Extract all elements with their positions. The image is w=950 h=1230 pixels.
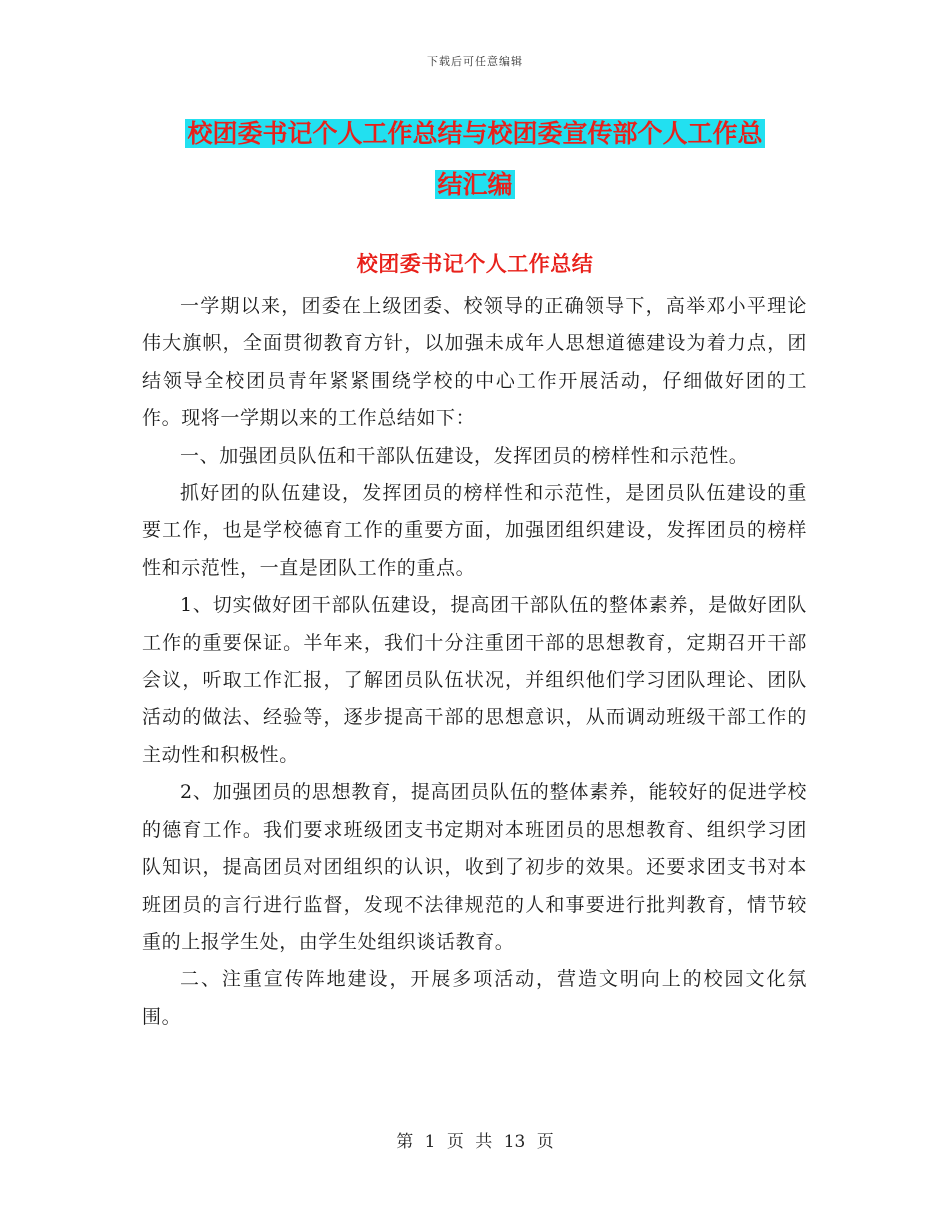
paragraph-cadre-building: 1、切实做好团干部队伍建设，提高团干部队伍的整体素养，是做好团队工作的重要保证。半年来，我们十分注重团干部的思想教育，定期召开干部会议，听取工作汇报，了解团员队伍状况，并组织他们学习团队理论、团队活动的做法、经验等，逐步提高干部的思想意识，从而调动班级干部工作的主动性和积极性。 bbox=[142, 594, 807, 766]
document-title-line-1: 校团委书记个人工作总结与校团委宣传部个人工作总 bbox=[187, 119, 763, 148]
header-note: 下载后可任意编辑 bbox=[427, 55, 523, 68]
section-title: 校团委书记个人工作总结 bbox=[356, 252, 594, 276]
document-title bbox=[145, 108, 805, 210]
paragraph-intro: 一学期以来，团委在上级团委、校领导的正确领导下，高举邓小平理论伟大旗帜，全面贯彻教育方针，以加强未成年人思想道德建设为着力点，团结领导全校团员青年紧紧围绕学校的中心工作开展活动，仔细做好团的工作。现将一学期以来的工作总结如下： bbox=[142, 295, 807, 430]
page-footer: 第 1 页 共 13 页 bbox=[396, 1132, 554, 1152]
paragraph-heading-2: 二、注重宣传阵地建设，开展多项活动，营造文明向上的校园文化氛围。 bbox=[142, 968, 807, 1028]
paragraph-ideological-education: 2、加强团员的思想教育，提高团员队伍的整体素养，能较好的促进学校的德育工作。我们要求班级团支书定期对本班团员的思想教育、组织学习团队知识，提高团员对团组织的认识，收到了初步的效果。还要求团支书对本班团员的言行进行监督，发现不法律规范的人和事要进行批判教育，情节较重的上报学生处，由学生处组织谈话教育。 bbox=[142, 781, 807, 953]
document-title-line-2: 结汇编 bbox=[437, 170, 513, 199]
body-text bbox=[142, 288, 807, 1036]
paragraph-heading-1: 一、加强团员队伍和干部队伍建设，发挥团员的榜样性和示范性。 bbox=[180, 444, 749, 467]
paragraph-team-building: 抓好团的队伍建设，发挥团员的榜样性和示范性，是团员队伍建设的重要工作，也是学校德育工作的重要方面，加强团组织建设，发挥团员的榜样性和示范性，一直是团队工作的重点。 bbox=[142, 482, 807, 579]
